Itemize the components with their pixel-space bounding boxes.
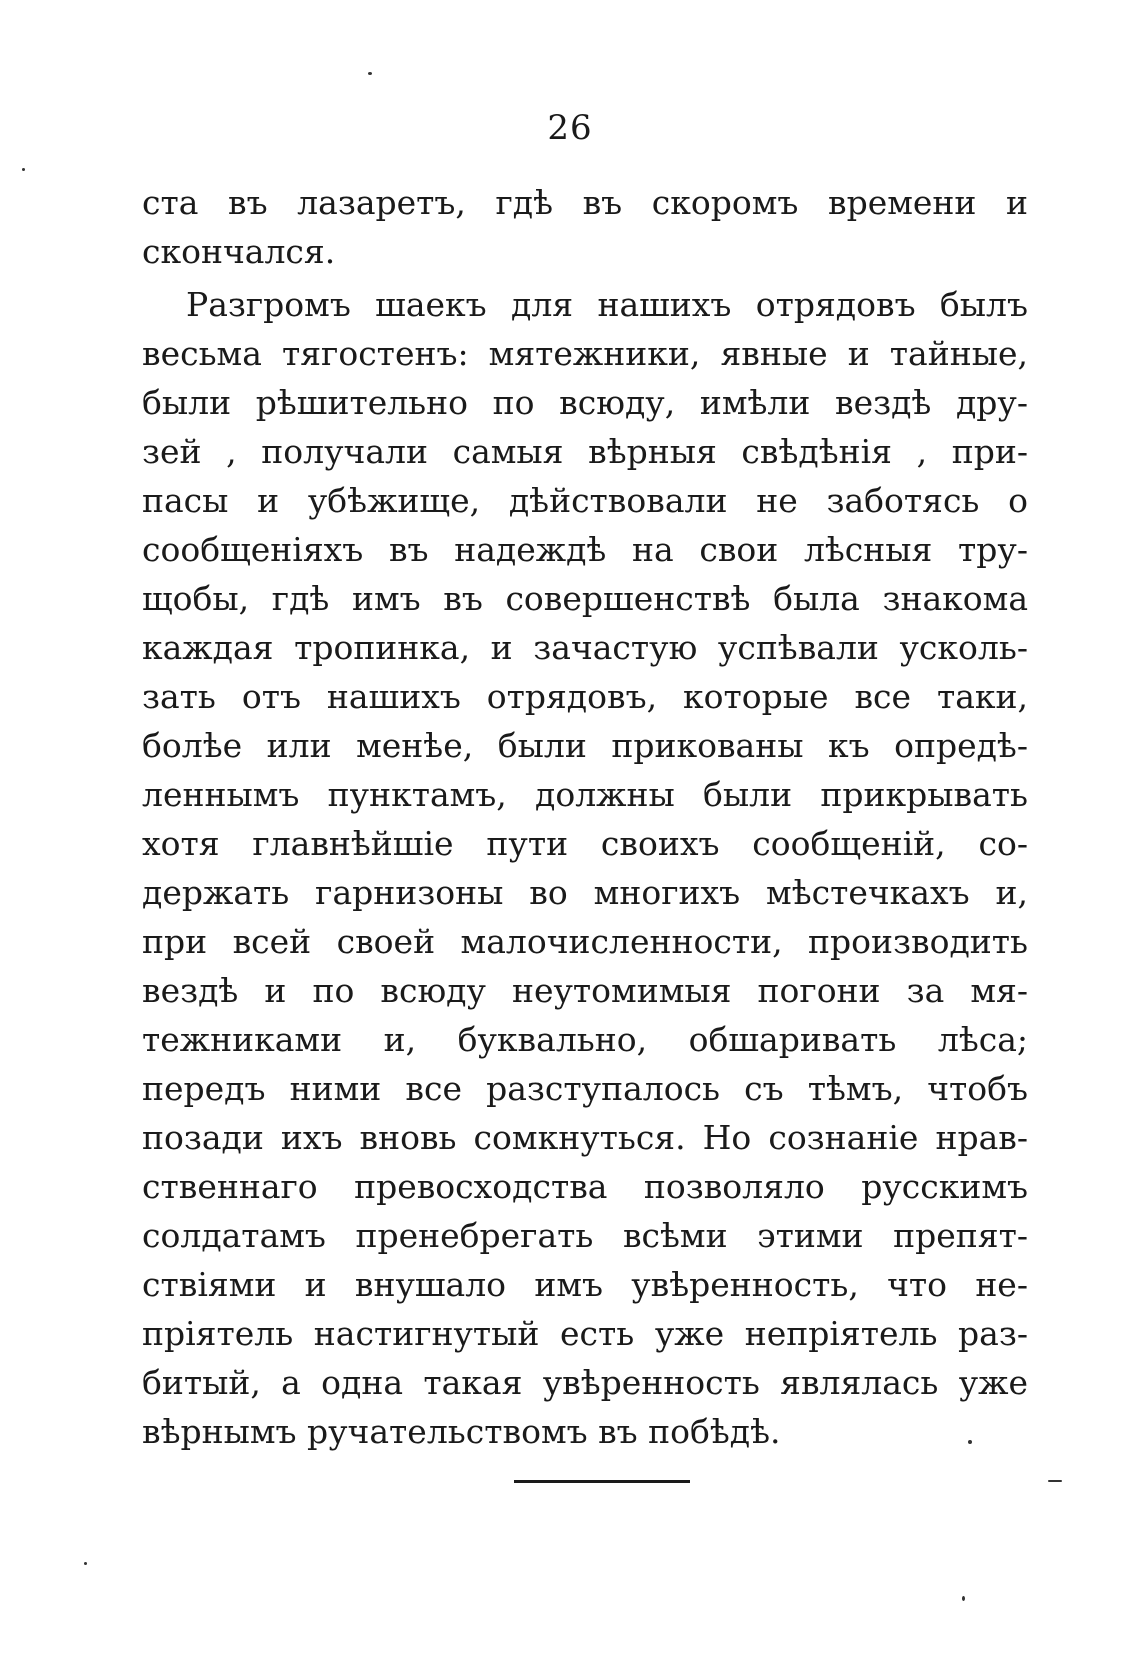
text-line: ста въ лазаретъ, гдѣ въ скоромъ времени и xyxy=(142,183,1028,222)
text-line: болѣе или менѣе, были прикованы къ опредѣ- xyxy=(142,726,1028,765)
text-line: зей , получали самыя вѣрныя свѣдѣнія , при- xyxy=(142,432,1028,471)
text-line: передъ ними все разступалось съ тѣмъ, чтобъ xyxy=(142,1069,1028,1108)
text-line: тежниками и, буквально, обшаривать лѣса; xyxy=(142,1020,1028,1059)
scan-speck xyxy=(1048,1480,1062,1482)
text-line: щобы, гдѣ имъ въ совершенствѣ была знакома xyxy=(142,579,1028,618)
scan-speck xyxy=(84,1562,87,1565)
text-line: вѣрнымъ ручательствомъ въ побѣдѣ. xyxy=(142,1412,781,1451)
text-line: ственнаго превосходства позволяло русскимъ xyxy=(142,1167,1028,1206)
text-line: солдатамъ пренебрегать всѣми этими препят- xyxy=(142,1216,1028,1255)
text-line: держать гарнизоны во многихъ мѣстечкахъ и, xyxy=(142,873,1028,912)
text-line: вездѣ и по всюду неутомимыя погони за мя- xyxy=(142,971,1028,1010)
page-number: 26 xyxy=(547,108,593,148)
text-line: пасы и убѣжище, дѣйствовали не заботясь о xyxy=(142,481,1028,520)
text-line: позади ихъ вновь сомкнуться. Но сознаніе нрав- xyxy=(142,1118,1028,1157)
scan-speck xyxy=(22,168,25,171)
text-line: хотя главнѣйшіе пути своихъ сообщеній, со- xyxy=(142,824,1028,863)
text-line: пріятель настигнутый есть уже непріятель раз- xyxy=(142,1314,1028,1353)
scan-speck xyxy=(962,1596,965,1601)
text-line: Разгромъ шаекъ для нашихъ отрядовъ былъ xyxy=(186,285,1028,324)
text-line: зать отъ нашихъ отрядовъ, которые все таки, xyxy=(142,677,1028,716)
text-line: весьма тягостенъ: мятежники, явные и тайные, xyxy=(142,334,1028,373)
text-line: леннымъ пунктамъ, должны были прикрывать xyxy=(142,775,1028,814)
text-line: сообщеніяхъ въ надеждѣ на свои лѣсныя тру- xyxy=(142,530,1028,569)
text-line: ствіями и внушало имъ увѣренность, что не- xyxy=(142,1265,1028,1304)
text-line: битый, а одна такая увѣренность являлась уже xyxy=(142,1363,1028,1402)
text-line: при всей своей малочисленности, производить xyxy=(142,922,1028,961)
text-line: скончался. xyxy=(142,232,336,271)
text-line: каждая тропинка, и зачастую успѣвали усколь- xyxy=(142,628,1028,667)
body-text xyxy=(142,178,1028,1456)
scan-speck xyxy=(368,72,372,75)
text-line: были рѣшительно по всюду, имѣли вездѣ дру- xyxy=(142,383,1028,422)
end-rule xyxy=(514,1480,690,1483)
scan-speck xyxy=(968,1440,972,1444)
